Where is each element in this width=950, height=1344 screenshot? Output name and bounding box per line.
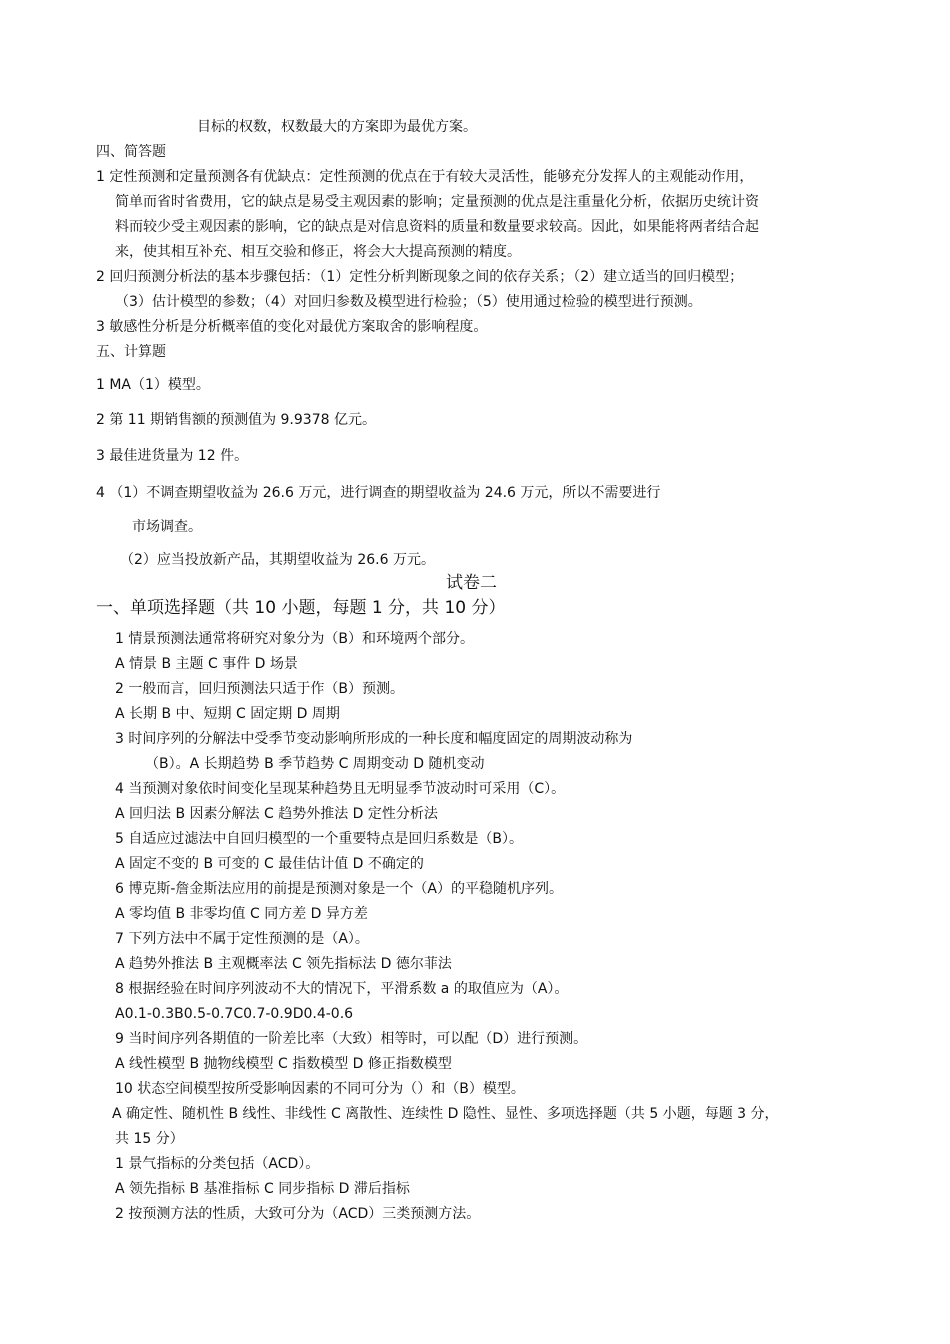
section-heading-single-choice: 一、单项选择题（共 10 小题，每题 1 分，共 10 分） <box>96 598 506 618</box>
options-line: A 长期 B 中、短期 C 固定期 D 周期 <box>115 706 340 722</box>
section-heading-continued: 共 15 分） <box>115 1131 184 1147</box>
answer-1-line-1: 1 定性预测和定量预测各有优缺点：定性预测的优点在于有较大灵活性，能够充分发挥人的主观能动作用， <box>96 169 754 185</box>
answer-1-line-2: 简单而省时省费用，它的缺点是易受主观因素的影响；定量预测的优点是注重量化分析，依据历史统计资 <box>115 194 759 210</box>
calc-answer-2: 2 第 11 期销售额的预测值为 9.9378 亿元。 <box>96 412 376 428</box>
calc-answer-1: 1 MA（1）模型。 <box>96 377 210 393</box>
question-line: 1 情景预测法通常将研究对象分为（B）和环境两个部分。 <box>115 631 474 647</box>
question-line: 8 根据经验在时间序列波动不大的情况下，平滑系数 a 的取值应为（A）。 <box>115 981 569 997</box>
question-line: 2 一般而言，回归预测法只适于作（B）预测。 <box>115 681 404 697</box>
answer-2-line-1: 2 回归预测分析法的基本步骤包括：（1）定性分析判断现象之间的依存关系；（2）建立适当的回归模型； <box>96 269 744 285</box>
answer-3: 3 敏感性分析是分析概率值的变化对最优方案取舍的影响程度。 <box>96 319 488 335</box>
continued-text: 目标的权数，权数最大的方案即为最优方案。 <box>197 119 477 135</box>
paper-title: 试卷二 <box>446 573 497 593</box>
options-line: A0.1-0.3B0.5-0.7C0.7-0.9D0.4-0.6 <box>115 1006 354 1022</box>
question-line: 10 状态空间模型按所受影响因素的不同可分为（）和（B）模型。 <box>115 1081 525 1097</box>
calc-answer-4-line-3: （2）应当投放新产品，其期望收益为 26.6 万元。 <box>120 552 435 568</box>
question-line: 3 时间序列的分解法中受季节变动影响所形成的一种长度和幅度固定的周期波动称为 <box>115 731 633 747</box>
section-heading-calculation: 五、计算题 <box>96 344 166 360</box>
options-line: A 回归法 B 因素分解法 C 趋势外推法 D 定性分析法 <box>115 806 438 822</box>
calc-answer-4-line-1: 4 （1）不调查期望收益为 26.6 万元，进行调查的期望收益为 24.6 万元，所以不需要进行 <box>96 485 661 501</box>
options-line: A 线性模型 B 抛物线模型 C 指数模型 D 修正指数模型 <box>115 1056 452 1072</box>
section-heading-short-answer: 四、简答题 <box>96 144 166 160</box>
question-line: 6 博克斯-詹金斯法应用的前提是预测对象是一个（A）的平稳随机序列。 <box>115 881 563 897</box>
question-line: 9 当时间序列各期值的一阶差比率（大致）相等时，可以配（D）进行预测。 <box>115 1031 588 1047</box>
question-line: 1 景气指标的分类包括（ACD）。 <box>115 1156 320 1172</box>
options-line: A 领先指标 B 基准指标 C 同步指标 D 滞后指标 <box>115 1181 410 1197</box>
options-line: A 情景 B 主题 C 事件 D 场景 <box>115 656 298 672</box>
answer-1-line-4: 来，使其相互补充、相互交验和修正，将会大大提高预测的精度。 <box>115 244 521 260</box>
options-line: A 趋势外推法 B 主观概率法 C 领先指标法 D 德尔菲法 <box>115 956 452 972</box>
options-line: A 确定性、随机性 B 线性、非线性 C 离散性、连续性 D 隐性、显性、多项选择题（共 5 小题，每题 3 分， <box>112 1106 779 1122</box>
question-line: 5 自适应过滤法中自回归模型的一个重要特点是回归系数是（B）。 <box>115 831 523 847</box>
question-line: 2 按预测方法的性质，大致可分为（ACD）三类预测方法。 <box>115 1206 481 1222</box>
question-line: 7 下列方法中不属于定性预测的是（A）。 <box>115 931 369 947</box>
options-line: A 固定不变的 B 可变的 C 最佳估计值 D 不确定的 <box>115 856 424 872</box>
calc-answer-4-line-2: 市场调查。 <box>132 519 202 535</box>
calc-answer-3: 3 最佳进货量为 12 件。 <box>96 448 249 464</box>
answer-2-line-2: （3）估计模型的参数；（4）对回归参数及模型进行检验；（5）使用通过检验的模型进行预测。 <box>115 294 702 310</box>
question-line: 4 当预测对象依时间变化呈现某种趋势且无明显季节波动时可采用（C）。 <box>115 781 566 797</box>
answer-1-line-3: 料而较少受主观因素的影响，它的缺点是对信息资料的质量和数量要求较高。因此，如果能将两者结合起 <box>115 219 759 235</box>
options-line: （B）。A 长期趋势 B 季节趋势 C 周期变动 D 随机变动 <box>145 756 485 772</box>
options-line: A 零均值 B 非零均值 C 同方差 D 异方差 <box>115 906 368 922</box>
